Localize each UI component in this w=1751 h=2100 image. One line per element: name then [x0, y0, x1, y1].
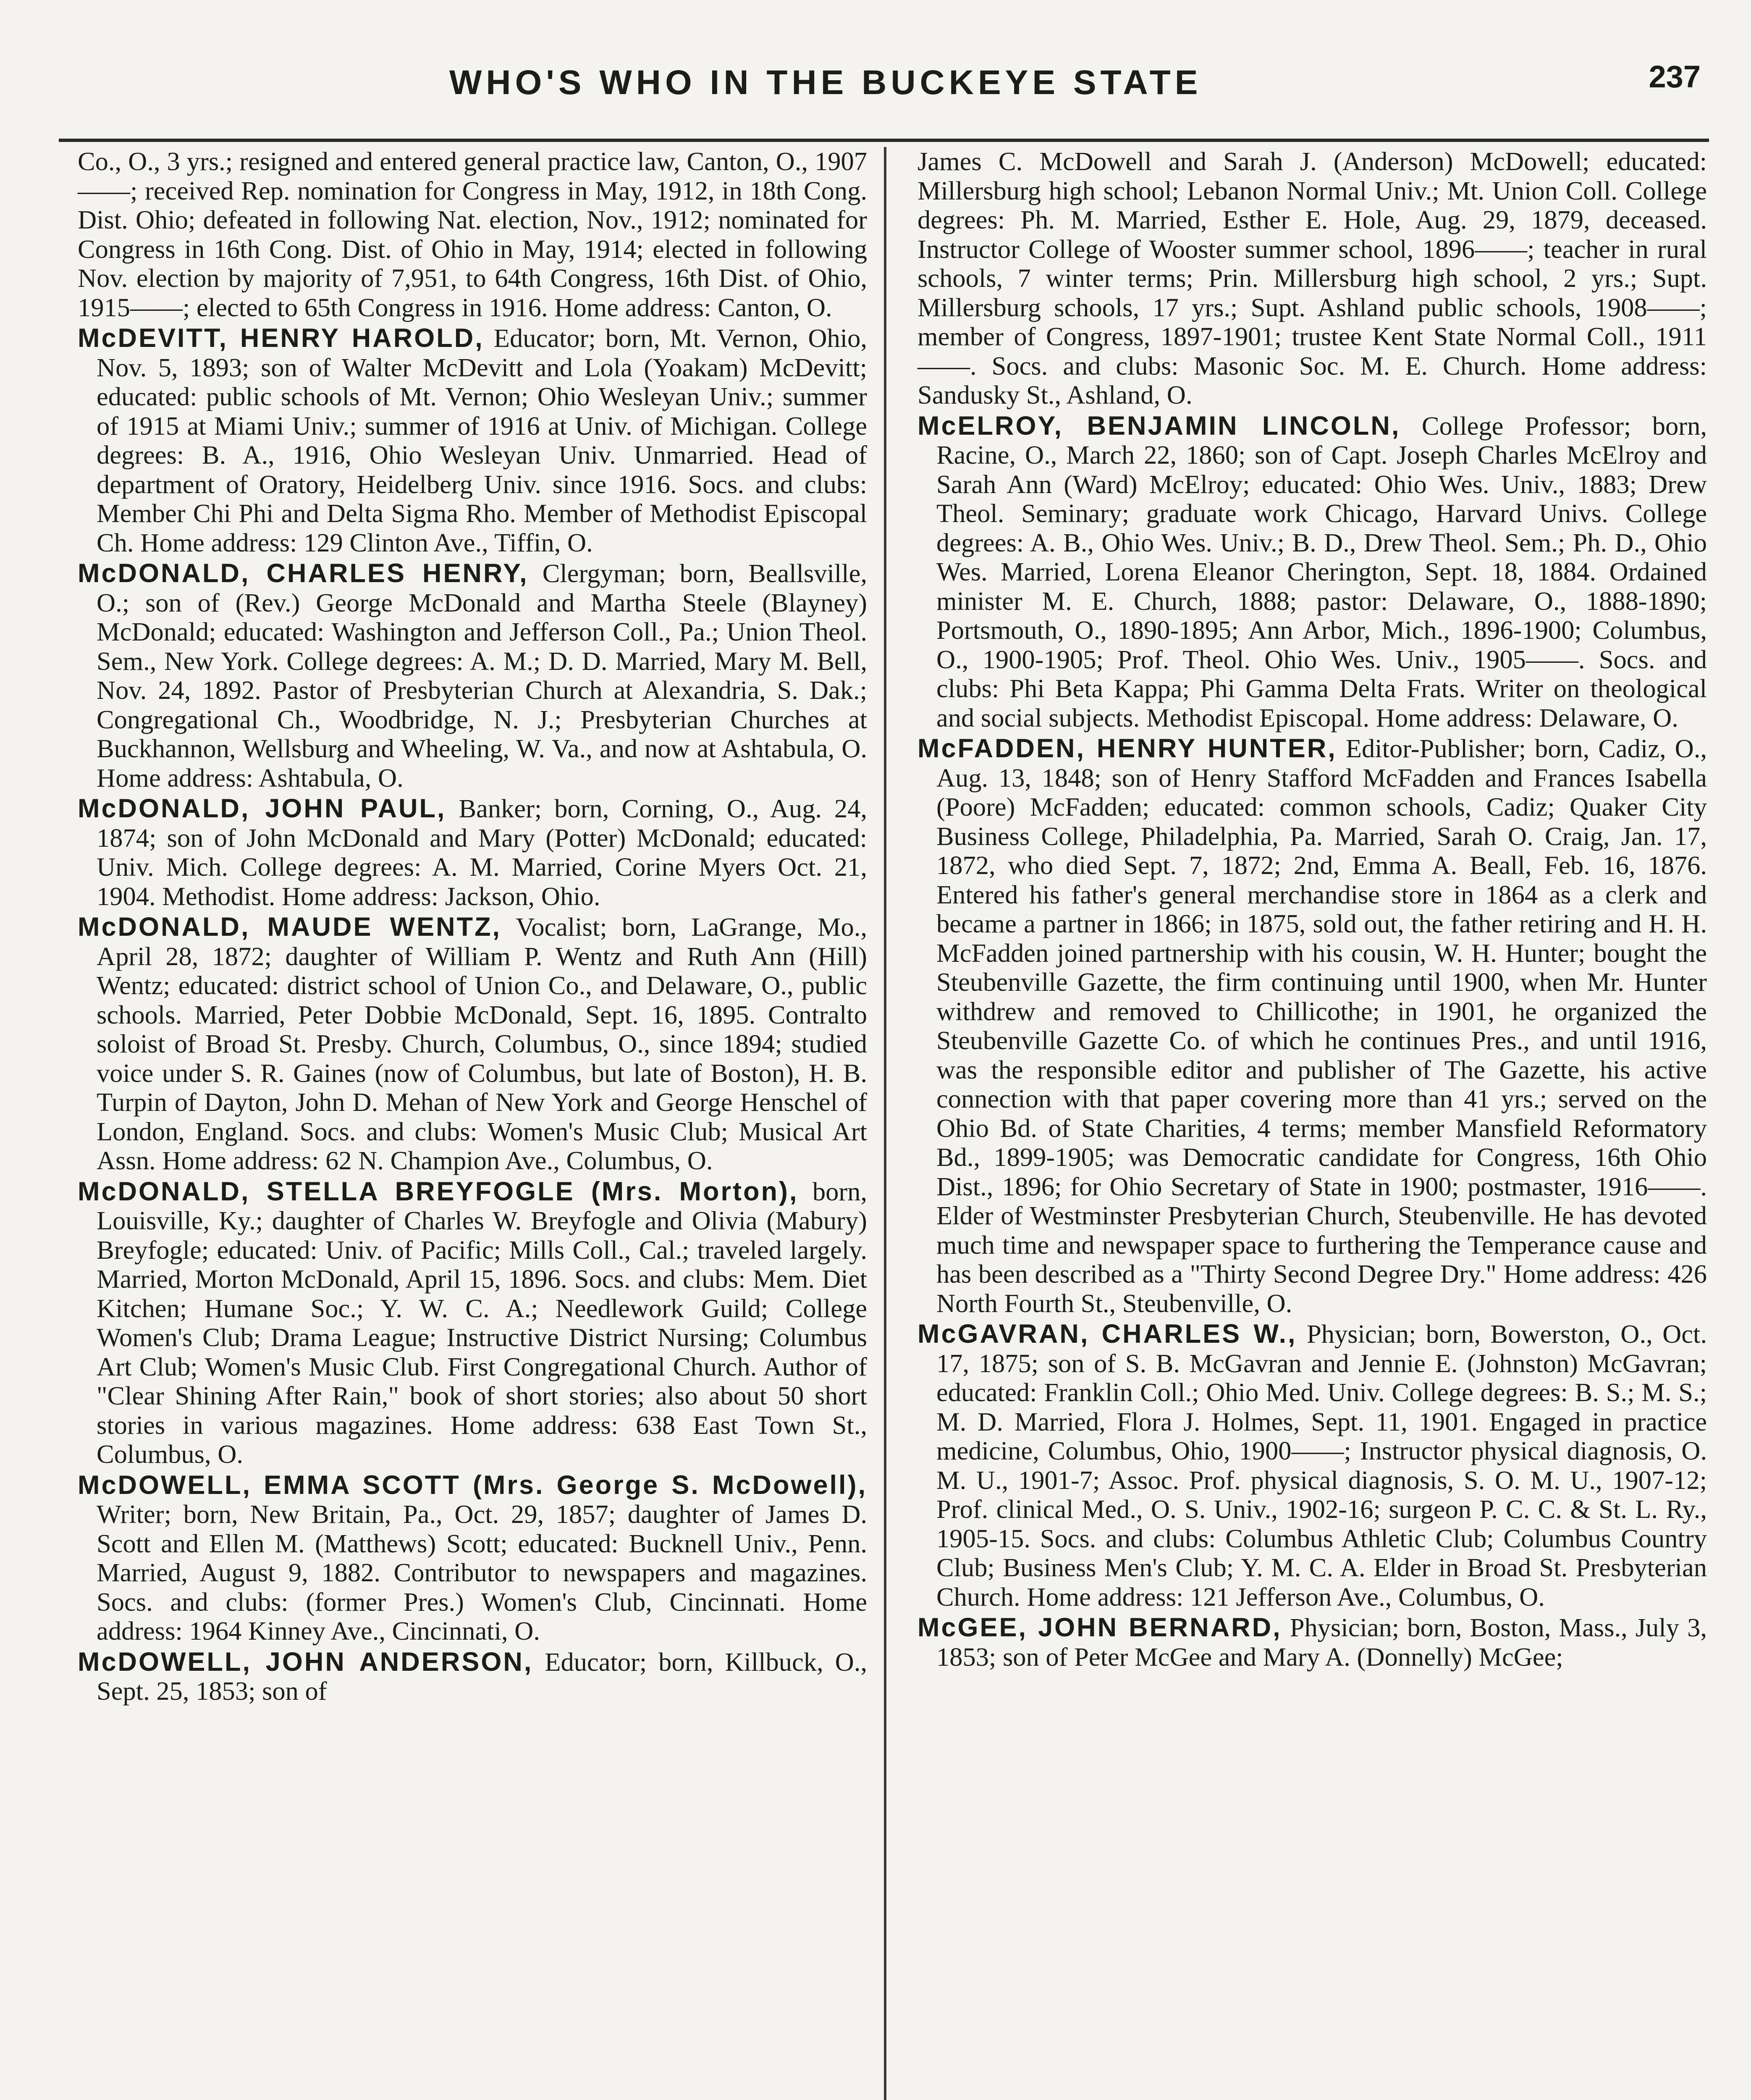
entry-text: Vocalist; born, LaGrange, Mo., April 28, 1872; daughter of William P. Wentz and Ruth Ann (Hill) Wentz; educated: district school of Union Co., and Delaware, O., public schools. Married, Peter Dobbie McDonald, Sept. 16, 1895. Contralto soloist of Broad St. Presby. Church, Columbus, O., since 1894; studied voice under S. R. Gaines (now of Columbus, but late of Boston), H. B. Turpin of Dayton, John D. Mehan of New York and George Henschel of London, England. Socs. and clubs: Women's Music Club; Musical Art Assn. Home address: 62 N. Champion Ave., Columbus, O. — [97, 912, 867, 1175]
right-column — [917, 147, 1707, 2100]
entry-name: McDONALD, STELLA BREYFOGLE (Mrs. Morton), — [78, 1176, 799, 1206]
entry-text: Physician; born, Bowerston, O., Oct. 17, 1875; son of S. B. McGavran and Jennie E. (Johnston) McGavran; educated: Franklin Coll.; Ohio Med. Univ. College degrees: B. S.; M. S.; M. D. Married, Flora J. Holmes, Sept. 11, 1901. Engaged in practice medicine, Columbus, Ohio, 1900——; Instructor physical diagnosis, O. M. U., 1901-7; Assoc. Prof. physical diagnosis, S. O. M. U., 1907-12; Prof. clinical Med., O. S. Univ., 1902-16; surgeon P. C. C. & St. L. Ry., 1905-15. Socs. and clubs: Columbus Athletic Club; Columbus Country Club; Business Men's Club; Y. M. C. A. Elder in Broad St. Presbyterian Church. Home address: 121 Jefferson Ave., Columbus, O. — [936, 1319, 1707, 1612]
entry-name: McDOWELL, EMMA SCOTT (Mrs. George S. McDowell), — [78, 1470, 867, 1500]
entry-name: McDONALD, MAUDE WENTZ, — [78, 912, 502, 942]
page-header — [59, 42, 1709, 142]
entry-name: McDONALD, CHARLES HENRY, — [78, 559, 529, 588]
entry-text: Physician; born, Boston, Mass., July 3, 1853; son of Peter McGee and Mary A. (Donnelly) McGee; — [936, 1613, 1707, 1672]
biography-entry — [917, 412, 1707, 733]
entry-name: McDOWELL, JOHN ANDERSON, — [78, 1647, 533, 1677]
biography-entry — [78, 1177, 867, 1469]
entry-text: born, Louisville, Ky.; daughter of Charles W. Breyfogle and Olivia (Mabury) Breyfogle; educated: Univ. of Pacific; Mills Coll., Cal.; traveled largely. Married, Morton McDonald, April 15, 1896. Socs. and clubs: Mem. Diet Kitchen; Humane Soc.; Y. W. C. A.; Needlework Guild; College Women's Club; Drama League; Instructive District Nursing; Columbus Art Club; Women's Music Club. First Congregational Church. Author of "Clear Shining After Rain," book of short stories; also about 50 short stories in various magazines. Home address: 638 East Town St., Columbus, O. — [97, 1176, 868, 1469]
biography-entry — [78, 1471, 867, 1646]
entry-name: McGAVRAN, CHARLES W., — [917, 1319, 1297, 1349]
biography-entry — [78, 913, 867, 1176]
entry-text: Banker; born, Corning, O., Aug. 24, 1874; son of John McDonald and Mary (Potter) McDonald; educated: Univ. Mich. College degrees: A. M. Married, Corine Myers Oct. 21, 1904. Methodist. Home address: Jackson, Ohio. — [97, 794, 868, 911]
entry-text: College Professor; born, Racine, O., March 22, 1860; son of Capt. Joseph Charles McElroy and Sarah Ann (Ward) McElroy; educated: Ohio Wes. Univ., 1883; Drew Theol. Seminary; graduate work Chicago, Harvard Univs. College degrees: A. B., Ohio Wes. Univ.; B. D., Drew Theol. Sem.; Ph. D., Ohio Wes. Married, Lorena Eleanor Cherington, Sept. 18, 1884. Ordained minister M. E. Church, 1888; pastor: Delaware, O., 1888-1890; Portsmouth, O., 1890-1895; Ann Arbor, Mich., 1896-1900; Columbus, O., 1900-1905; Prof. Theol. Ohio Wes. Univ., 1905——. Socs. and clubs: Phi Beta Kappa; Phi Gamma Delta Frats. Writer on theological and social subjects. Methodist Episcopal. Home address: Delaware, O. — [936, 411, 1707, 732]
entry-text: Writer; born, New Britain, Pa., Oct. 29, 1857; daughter of James D. Scott and Ellen M. (Matthews) Scott; educated: Bucknell Univ., Penn. Married, August 9, 1882. Contributor to newspapers and magazines. Socs. and clubs: (former Pres.) Women's Club, Cincinnati. Home address: 1964 Kinney Ave., Cincinnati, O. — [97, 1499, 867, 1646]
running-head: WHO'S WHO IN THE BUCKEYE STATE — [449, 63, 1202, 102]
biography-entry — [78, 324, 867, 557]
entry-name: McELROY, BENJAMIN LINCOLN, — [917, 411, 1401, 441]
biography-entry — [917, 734, 1707, 1318]
entry-name: McGEE, JOHN BERNARD, — [917, 1613, 1282, 1642]
entry-name: McFADDEN, HENRY HUNTER, — [917, 734, 1337, 763]
continuation-text: Co., O., 3 yrs.; resigned and entered general practice law, Canton, O., 1907——; received Rep. nomination for Congress in May, 1912, in 18th Cong. Dist. Ohio; defeated in following Nat. election, Nov., 1912; nominated for Congress in 16th Cong. Dist. of Ohio in May, 1914; elected in following Nov. election by majority of 7,951, to 64th Congress, 16th Dist. of Ohio, 1915——; elected to 65th Congress in 1916. Home address: Canton, O. — [78, 147, 867, 322]
entry-text: Editor-Publisher; born, Cadiz, O., Aug. 13, 1848; son of Henry Stafford McFadden and Frances Isabella (Poore) McFadden; educated: common schools, Cadiz; Quaker City Business College, Philadelphia, Pa. Married, Sarah O. Craig, Jan. 17, 1872, who died Sept. 7, 1872; 2nd, Emma A. Beall, Feb. 16, 1876. Entered his father's general merchandise store in 1864 as a clerk and became a partner in 1866; in 1875, sold out, the father retiring and H. H. McFadden joined partnership with his cousin, W. H. Hunter; bought the Steubenville Gazette, the firm continuing until 1900, when Mr. Hunter withdrew and removed to Chillicothe; in 1901, he organized the Steubenville Gazette Co. of which he continues Pres., and until 1916, was the responsible editor and publisher of The Gazette, his active connection with that paper covering more than 41 yrs.; served on the Ohio Bd. of State Charities, 4 terms; member Mansfield Reformatory Bd., 1899-1905; was Democratic candidate for Congress, 16th Ohio Dist., 1896; for Ohio Secretary of State in 1900; postmaster, 1916——. Elder of Westminster Presbyterian Church, Steubenville. He has devoted much time and newspaper space to furthering the Temperance cause and has been described as a "Thirty Second Degree Dry." Home address: 426 North Fourth St., Steubenville, O. — [936, 734, 1707, 1318]
entry-text: Clergyman; born, Beallsville, O.; son of (Rev.) George McDonald and Martha Steele (Blayney) McDonald; educated: Washington and Jefferson Coll., Pa.; Union Theol. Sem., New York. College degrees: A. M.; D. D. Married, Mary M. Bell, Nov. 24, 1892. Pastor of Presbyterian Church at Alexandria, S. Dak.; Congregational Ch., Woodbridge, N. J.; Presbyterian Churches at Buckhannon, Wellsburg and Wheeling, W. Va., and now at Ashtabula, O. Home address: Ashtabula, O. — [97, 559, 867, 793]
biography-entry — [78, 1648, 867, 1706]
left-column — [78, 147, 867, 2100]
biography-entry — [917, 1320, 1707, 1612]
biography-entry — [78, 559, 867, 793]
biography-entry — [917, 1613, 1707, 1672]
page-number: 237 — [1649, 59, 1701, 94]
entry-text: Educator; born, Killbuck, O., Sept. 25, 1853; son of — [97, 1647, 868, 1706]
continuation-text: James C. McDowell and Sarah J. (Anderson) McDowell; educated: Millersburg high school; Lebanon Normal Univ.; Mt. Union Coll. College degrees: Ph. M. Married, Esther E. Hole, Aug. 29, 1879, deceased. Instructor College of Wooster summer school, 1896——; teacher in rural schools, 7 winter terms; Prin. Millersburg high school, 2 yrs.; Supt. Millersburg schools, 17 yrs.; Supt. Ashland public schools, 1908——; member of Congress, 1897-1901; trustee Kent State Normal Coll., 1911——. Socs. and clubs: Masonic Soc. M. E. Church. Home address: Sandusky St., Ashland, O. — [917, 147, 1707, 410]
biography-entry — [78, 794, 867, 911]
entry-name: McDEVITT, HENRY HAROLD, — [78, 323, 484, 353]
entry-name: McDONALD, JOHN PAUL, — [78, 794, 446, 823]
column-divider — [884, 147, 886, 2100]
entry-text: Educator; born, Mt. Vernon, Ohio, Nov. 5, 1893; son of Walter McDevitt and Lola (Yoakam) McDevitt; educated: public schools of Mt. Vernon; Ohio Wesleyan Univ.; summer of 1915 at Miami Univ.; summer of 1916 at Univ. of Michigan. College degrees: B. A., 1916, Ohio Wesleyan Univ. Unmarried. Head of department of Oratory, Heidelberg Univ. since 1916. Socs. and clubs: Member Chi Phi and Delta Sigma Rho. Member of Methodist Episcopal Ch. Home address: 129 Clinton Ave., Tiffin, O. — [97, 323, 867, 557]
